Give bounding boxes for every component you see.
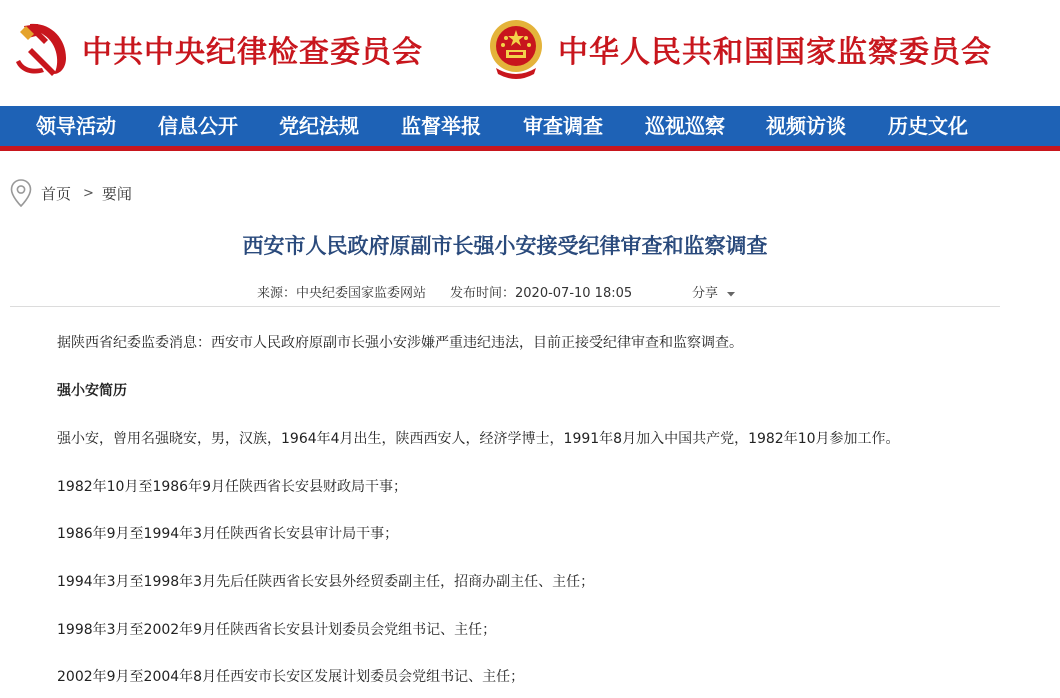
nav-item-history[interactable]: 历史文化 [888,114,968,138]
breadcrumb-separator: > [83,185,94,201]
article-subheading: 强小安简历 [57,383,127,399]
nav-item-regulations[interactable]: 党纪法规 [279,114,359,138]
article-paragraph: 据陕西省纪委监委消息：西安市人民政府原副市长强小安涉嫌严重违纪违法，目前正接受纪律审查和监察调查。 [57,335,743,351]
caret-down-icon [726,290,736,298]
nsc-title: 中华人民共和国国家监察委员会 [558,35,992,70]
share-label: 分享 [692,286,719,301]
ccdi-brand[interactable] [10,14,423,84]
article-paragraph: 强小安，曾用名强晓安，男，汉族，1964年4月出生，陕西西安人，经济学博士，1991年8月加入中国共产党，1982年10月参加工作。 [57,431,900,447]
article-title: 西安市人民政府原副市长强小安接受纪律审查和监察调查 [242,234,768,258]
nav-item-report[interactable]: 监督举报 [401,114,481,138]
main-nav [0,106,1060,151]
site-header [0,0,1060,106]
breadcrumb-section[interactable]: 要闻 [101,184,132,203]
article-source: 来源：中央纪委国家监委网站 [257,286,427,301]
article-paragraph: 1998年3月至2002年9月任陕西省长安县计划委员会党组书记、主任； [57,622,497,638]
article-paragraph: 1994年3月至1998年3月先后任陕西省长安县外经贸委副主任，招商办副主任、主任； [57,574,595,590]
location-pin-icon [10,179,32,207]
ccdi-title: 中共中央纪律检查委员会 [82,35,423,70]
share-button[interactable] [692,282,736,301]
party-emblem-icon [10,18,72,80]
nav-item-inspection[interactable]: 巡视巡察 [645,114,725,138]
national-emblem-icon [484,16,548,82]
nav-item-video[interactable]: 视频访谈 [766,114,846,138]
article-paragraph: 1982年10月至1986年9月任陕西省长安县财政局干事； [57,479,407,495]
nav-item-info[interactable]: 信息公开 [158,114,238,138]
nsc-brand[interactable] [484,14,992,84]
article-paragraph: 2002年9月至2004年8月任西安市长安区发展计划委员会党组书记、主任； [57,669,525,685]
breadcrumb [10,178,132,208]
nav-item-investigation[interactable]: 审查调查 [523,114,603,138]
breadcrumb-home[interactable]: 首页 [41,184,72,203]
article-paragraph: 1986年9月至1994年3月任陕西省长安县审计局干事； [57,526,399,542]
nav-item-leadership[interactable]: 领导活动 [36,114,116,138]
article-published: 发布时间：2020-07-10 18:05 [450,286,633,301]
meta-divider [10,306,1000,307]
